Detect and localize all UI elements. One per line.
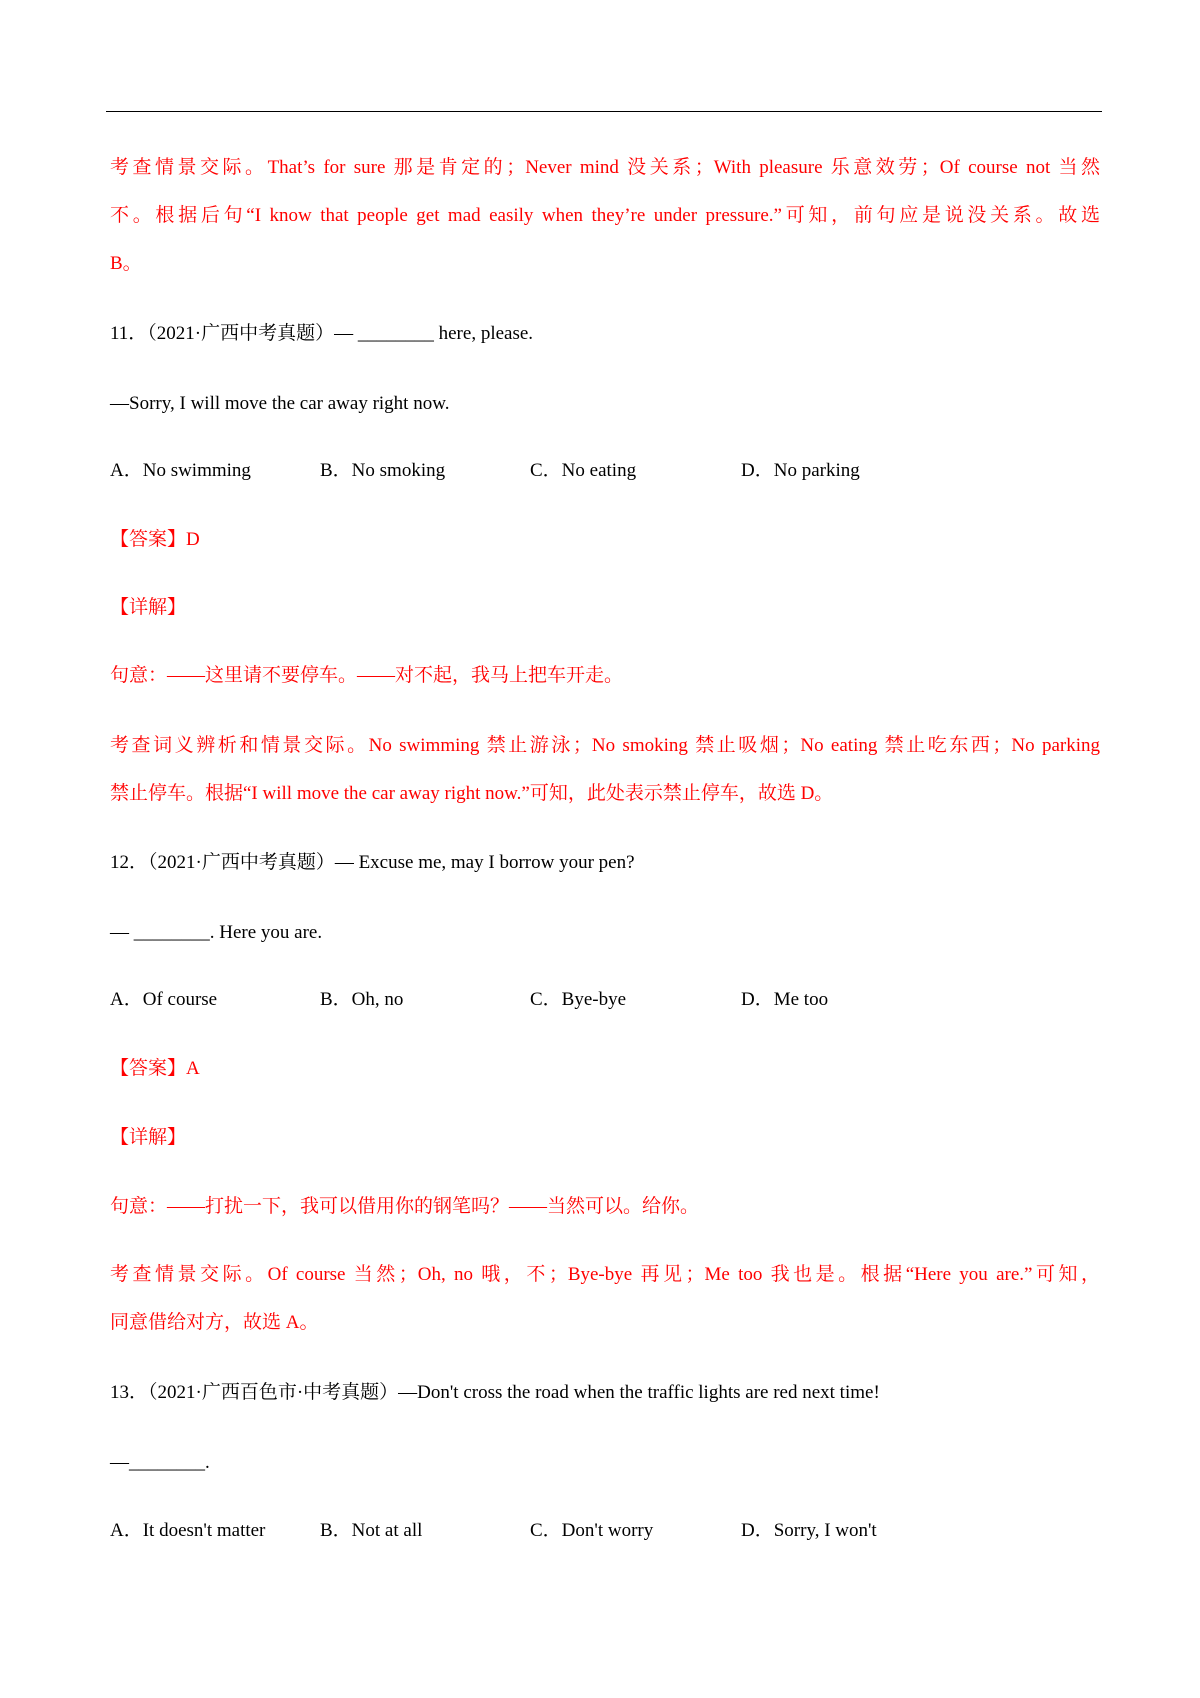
q11-detail-label: 【详解】 bbox=[110, 597, 187, 618]
q12-meaning: 句意：——打扰一下，我可以借用你的钢笔吗？——当然可以。给你。 bbox=[110, 1196, 700, 1217]
header-rule bbox=[106, 111, 1102, 112]
q12-answer-value: A bbox=[186, 1058, 200, 1079]
q13-reply: —________. bbox=[110, 1452, 210, 1473]
q13-option-c: C．Don't worry bbox=[530, 1520, 654, 1541]
q11-explanation-line-1: 考查词义辨析和情景交际。No swimming 禁止游泳；No smoking 禁止吸烟；No eating 禁止吃东西；No parking bbox=[110, 735, 1100, 756]
q12-reply: — ________. Here you are. bbox=[110, 922, 323, 943]
q10-explanation-line-2: 不。根据后句“I know that people get mad easily when they’re under pressure.”可知，前句应是说没关系。故选 bbox=[110, 205, 1100, 226]
q12-options bbox=[110, 987, 1100, 1013]
q11-answer bbox=[110, 527, 200, 553]
q12-detail-label: 【详解】 bbox=[110, 1127, 187, 1148]
q11-option-c: C．No eating bbox=[530, 460, 637, 481]
q12-option-b: B．Oh, no bbox=[320, 989, 404, 1010]
q12-option-c: C．Bye-bye bbox=[530, 989, 627, 1010]
q10-explanation-line-3: B。 bbox=[110, 253, 142, 274]
q13-options bbox=[110, 1518, 1100, 1544]
q12-question: 12．（2021·广西中考真题）— Excuse me, may I borrow your pen? bbox=[110, 852, 635, 873]
q10-explanation-line-1: 考查情景交际。That’s for sure 那是肯定的；Never mind 没关系；With pleasure 乐意效劳；Of course not 当然 bbox=[110, 157, 1100, 178]
q11-reply: —Sorry, I will move the car away right now. bbox=[110, 393, 450, 414]
q12-answer-label: 【答案】 bbox=[110, 1058, 187, 1079]
q11-meaning: 句意：——这里请不要停车。——对不起，我马上把车开走。 bbox=[110, 665, 624, 686]
q12-answer bbox=[110, 1056, 200, 1082]
q11-options bbox=[110, 458, 1100, 484]
q13-option-d: D．Sorry, I won't bbox=[741, 1520, 877, 1541]
q13-option-a: A．It doesn't matter bbox=[110, 1520, 266, 1541]
q12-option-a: A．Of course bbox=[110, 989, 218, 1010]
q11-explanation-line-2: 禁止停车。根据“I will move the car away right now.”可知，此处表示禁止停车，故选 D。 bbox=[110, 783, 834, 804]
q11-option-a: A．No swimming bbox=[110, 460, 251, 481]
q13-option-b: B．Not at all bbox=[320, 1520, 423, 1541]
q12-explanation-line-2: 同意借给对方，故选 A。 bbox=[110, 1312, 319, 1333]
q11-answer-value: D bbox=[186, 529, 200, 550]
q13-question: 13．（2021·广西百色市·中考真题）—Don't cross the road when the traffic lights are red next time! bbox=[110, 1382, 880, 1403]
q11-option-b: B．No smoking bbox=[320, 460, 446, 481]
q11-answer-label: 【答案】 bbox=[110, 529, 187, 550]
q11-question: 11．（2021·广西中考真题）— ________ here, please. bbox=[110, 323, 534, 344]
q12-explanation-line-1: 考查情景交际。Of course 当然；Oh, no 哦，不；Bye-bye 再见；Me too 我也是。根据“Here you are.”可知， bbox=[110, 1264, 1100, 1285]
q12-option-d: D．Me too bbox=[741, 989, 829, 1010]
q11-option-d: D．No parking bbox=[741, 460, 860, 481]
